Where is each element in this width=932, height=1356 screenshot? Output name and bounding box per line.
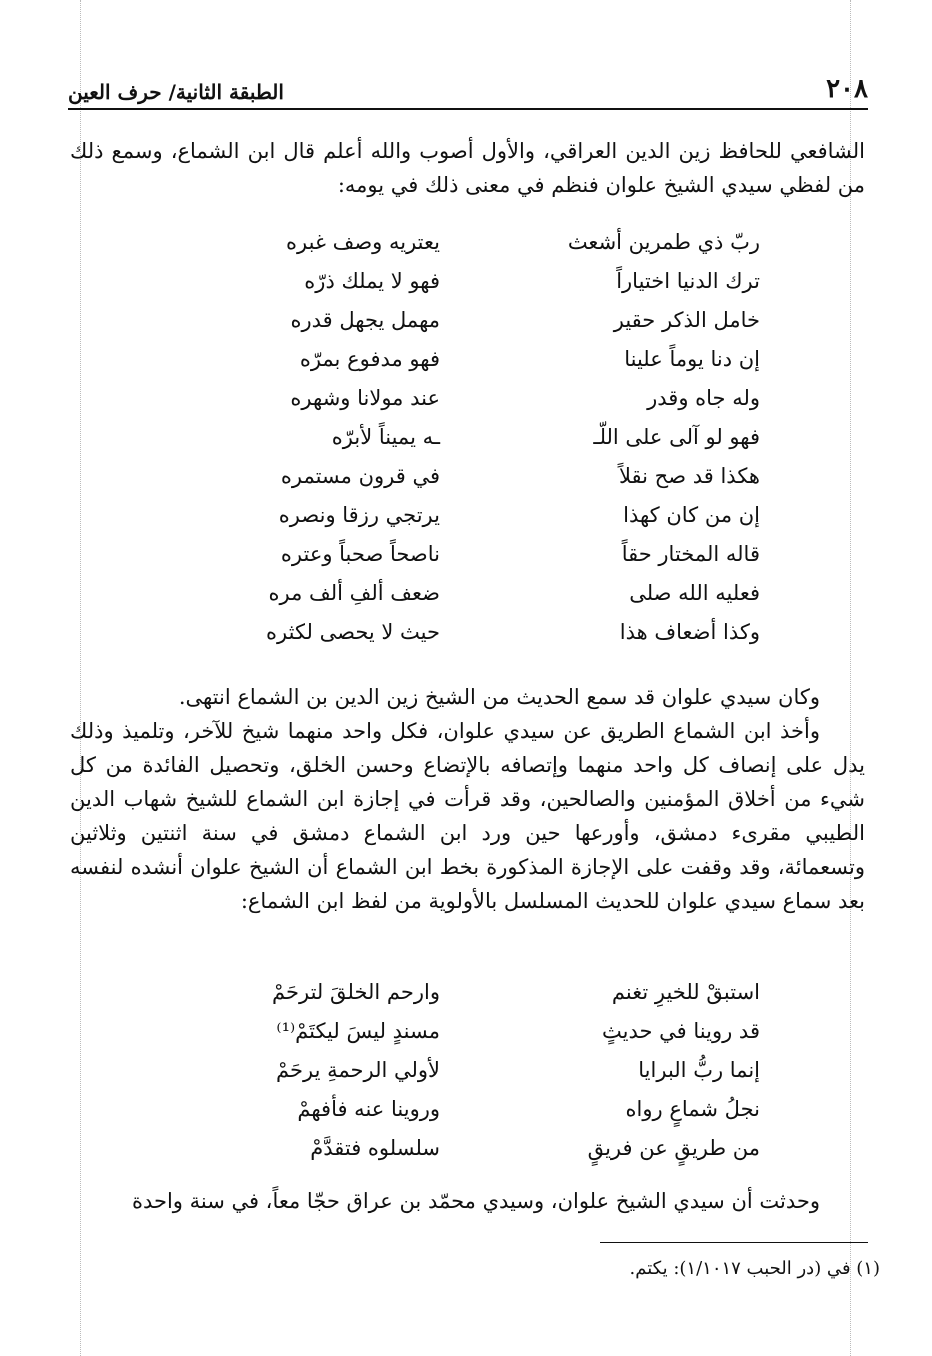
hemistich-first: إن دنا يوماً علينا (624, 346, 760, 371)
hemistich-first: إن من كان كهذا (623, 502, 760, 527)
hemistich-first: فهو لو آلى على اللّـ (593, 424, 760, 449)
hemistich-first: خامل الذكر حقير (613, 307, 760, 332)
paragraph: الشافعي للحافظ زين الدين العراقي، والأول أصوب والله أعلم قال ابن الشماع، وسمع ذلك من لفظي سيدي الشيخ علوان فنظم في معنى ذلك في يومه: (70, 139, 865, 197)
hemistich-second: حيث لا يحصى لكثره (266, 619, 440, 644)
verse-line (190, 261, 760, 300)
hemistich-second: فهو لا يملك ذرّه (304, 268, 440, 293)
verse-line (190, 1128, 760, 1167)
middle-paragraphs (70, 680, 865, 918)
verse-line (190, 534, 760, 573)
poem-two (190, 972, 760, 1167)
hemistich-first: هكذا قد صح نقلاً (618, 463, 760, 488)
verse-line (190, 339, 760, 378)
hemistich-second: وارحم الخلقَ لترحَمْ (272, 979, 440, 1004)
hemistich-second: مهمل يجهل قدره (290, 307, 440, 332)
verse-line (190, 612, 760, 651)
verse-line (190, 417, 760, 456)
verse-line (190, 456, 760, 495)
hemistich-first: إنما ربُّ البرايا (638, 1057, 760, 1082)
paragraph: وكان سيدي علوان قد سمع الحديث من الشيخ زين الدين بن الشماع انتهى. (178, 685, 820, 709)
footnote: (١) في (در الحبب ١/١٠١٧): يكتم. (629, 1258, 880, 1279)
paragraph: وأخذ ابن الشماع الطريق عن سيدي علوان، فكل واحد منهما شيخ للآخر، وتلميذ وذلك يدل على إنصاف كل واحد منهما وإتصافه بالإتضاع وحسن الخلق، وتحصيل الفائدة من كل شيء من أخلاق المؤمنين والصالحين، وقد قرأت في إجازة ابن الشماع للشيخ شهاب الدين الطيبي مقرىء دمشق، وأورعها حين ورد ابن الشماع دمشق في سنة اثنتين وثلاثين وتسعمائة، وقد وقفت على الإجازة المذكورة بخط ابن الشماع أن الشيخ علوان أنشده لنفسه بعد سماع سيدي علوان للحديث المسلسل بالأولوية من لفظ ابن الشماع: (70, 719, 865, 913)
paragraph: وحدثت أن سيدي الشيخ علوان، وسيدي محمّد بن عراق حجّا معاً، في سنة واحدة (131, 1189, 820, 1213)
poem-one (190, 222, 760, 651)
verse-line (190, 222, 760, 261)
hemistich-first: ترك الدنيا اختياراً (616, 268, 760, 293)
hemistich-second: عند مولانا وشهره (290, 385, 440, 410)
hemistich-first: قد روينا في حديثٍ (602, 1018, 760, 1043)
verse-line (190, 300, 760, 339)
hemistich-first: نجلُ شماعٍ رواه (625, 1096, 760, 1121)
hemistich-first: وكذا أضعاف هذا (619, 619, 760, 644)
hemistich-second: يعتريه وصف غبره (286, 229, 440, 254)
hemistich-first: فعليه الله صلى (629, 580, 760, 605)
hemistich-first: قاله المختار حقاً (621, 541, 760, 566)
hemistich-first: من طريقٍ عن فريقٍ (587, 1135, 760, 1160)
hemistich-second: فهو مدفوع بمرّه (299, 346, 440, 371)
verse-line (190, 972, 760, 1011)
footnote-separator (600, 1242, 868, 1243)
verse-line (190, 378, 760, 417)
running-title: الطبقة الثانية/ حرف العين (68, 80, 284, 104)
verse-line (190, 573, 760, 612)
verse-line (190, 495, 760, 534)
page-number: ٢٠٨ (826, 74, 868, 104)
hemistich-second: سلسلوه فتقدَّمْ (310, 1135, 440, 1160)
hemistich-second: ناصحاً صحباً وعتره (280, 541, 440, 566)
hemistich-second: وروينا عنه فأفهمْ (297, 1096, 440, 1121)
hemistich-second: لأولي الرحمةِ يرحَمْ (276, 1057, 440, 1082)
hemistich-second: يرتجي رزقا ونصره (278, 502, 440, 527)
hemistich-first: ربّ ذي طمرين أشعث (567, 229, 760, 254)
hemistich-second: في قرون مستمره (280, 463, 440, 488)
verse-line (190, 1050, 760, 1089)
scan-edge-mark (80, 0, 82, 1356)
hemistich-first: وله جاه وقدر (647, 385, 760, 410)
hemistich-second: ـه يميناً لأبرّه (331, 424, 440, 449)
scan-edge-mark (850, 0, 852, 1356)
hemistich-second: مسندٍ ليسَ ليكتَمْ⁽¹⁾ (276, 1018, 440, 1043)
page-header (68, 72, 868, 110)
intro-paragraph (70, 134, 865, 202)
hemistich-second: ضعف ألفِ ألف مره (268, 580, 440, 605)
verse-line (190, 1011, 760, 1050)
hemistich-first: استبقْ للخيرِ تغنم (611, 979, 760, 1004)
verse-line (190, 1089, 760, 1128)
closing-paragraph (70, 1184, 865, 1218)
